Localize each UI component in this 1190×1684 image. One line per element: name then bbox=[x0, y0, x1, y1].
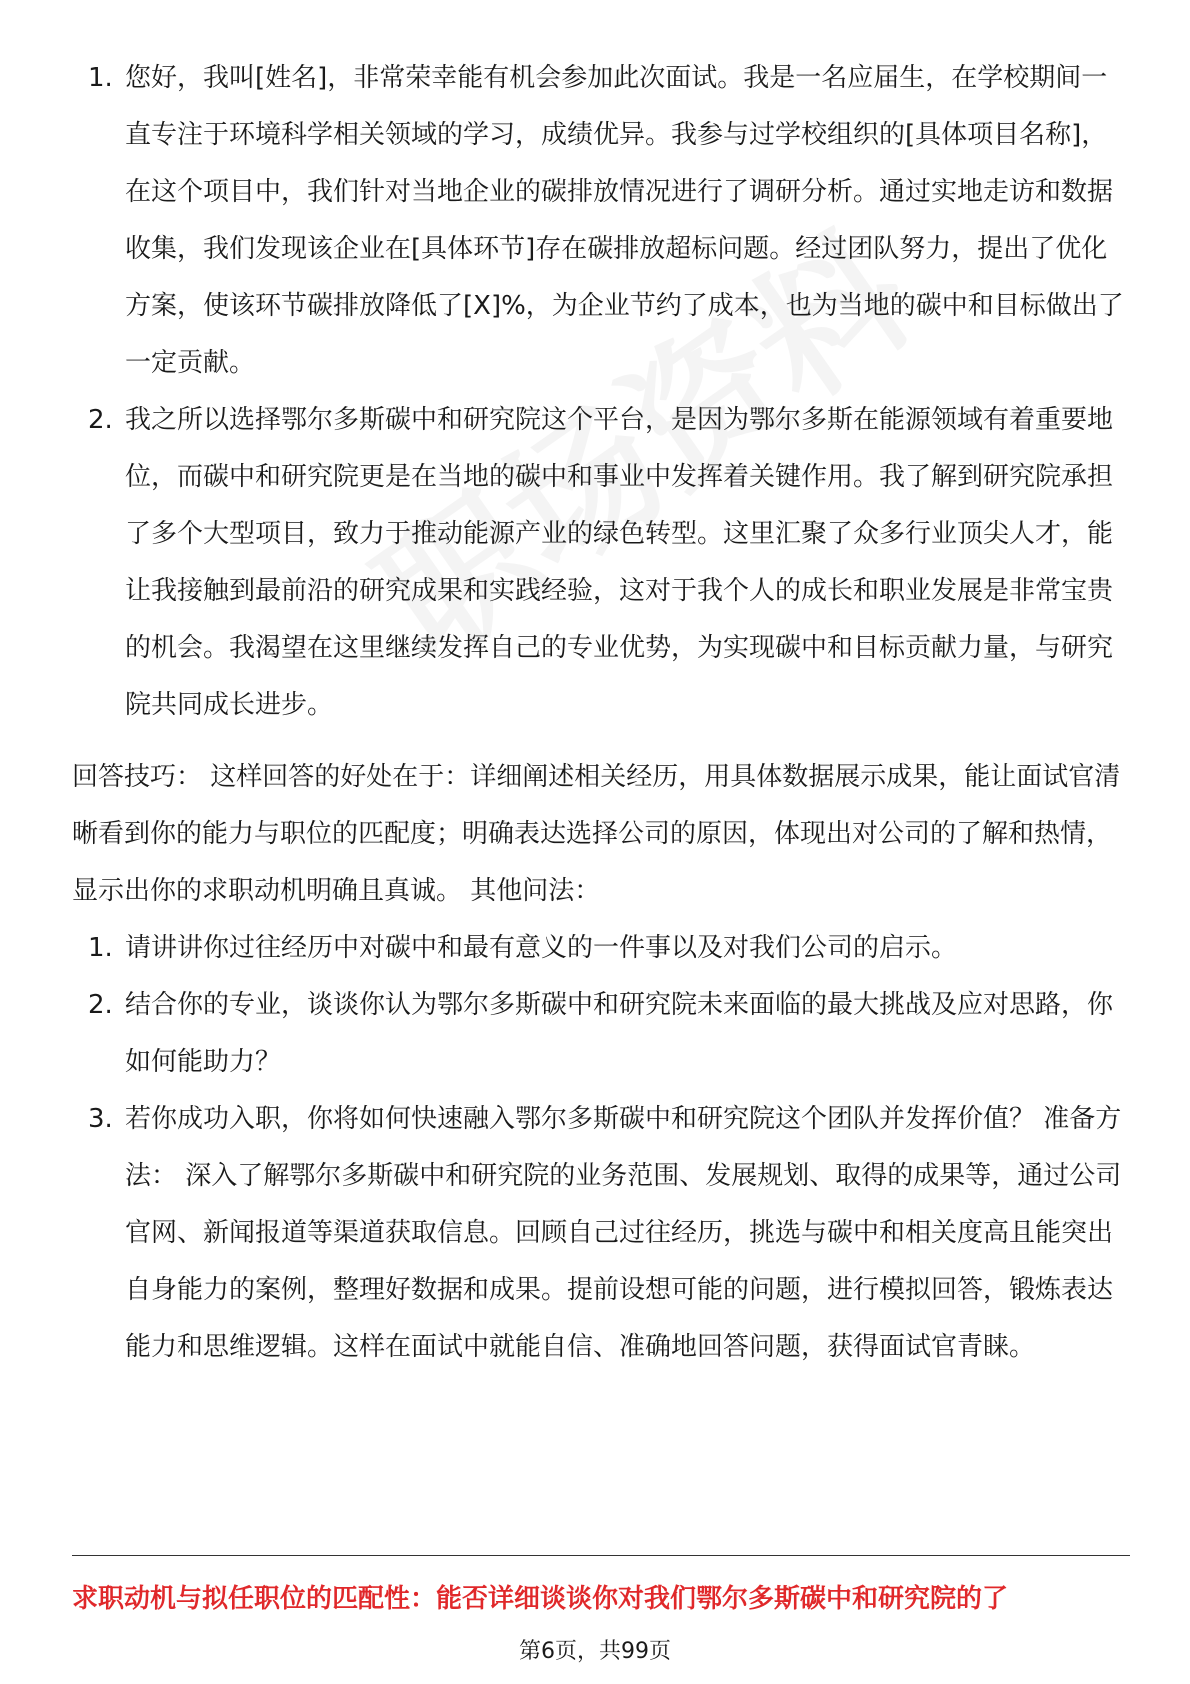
question-item bbox=[72, 1091, 1130, 1376]
question-text: 若你成功入职，你将如何快速融入鄂尔多斯碳中和研究院这个团队并发挥价值？ 准备方法： 深入了解鄂尔多斯碳中和研究院的业务范围、发展规划、取得的成果等，通过公司官网、新闻报道等渠道获取信息。回顾自己过往经历，挑选与碳中和相关度高且能突出自身能力的案例，整理好数据和成果。提前设想可能的问题，进行模拟回答，锻炼表达能力和思维逻辑。这样在面试中就能自信、准确地回答问题，获得面试官青睐。 bbox=[125, 1104, 1122, 1362]
answer-tips-paragraph: 回答技巧： 这样回答的好处在于：详细阐述相关经历，用具体数据展示成果，能让面试官清晰看到你的能力与职位的匹配度；明确表达选择公司的原因，体现出对公司的了解和热情，显示出你的求职动机明确且真诚。 其他问法： bbox=[72, 762, 1121, 906]
list-number: 1. bbox=[88, 933, 113, 963]
list-number: 2. bbox=[88, 405, 113, 435]
question-text: 请讲讲你过往经历中对碳中和最有意义的一件事以及对我们公司的启示。 bbox=[125, 933, 958, 963]
answer-item bbox=[72, 392, 1130, 734]
question-text: 结合你的专业，谈谈你认为鄂尔多斯碳中和研究院未来面临的最大挑战及应对思路，你如何能助力？ bbox=[125, 990, 1114, 1077]
list-number: 2. bbox=[88, 990, 113, 1020]
next-section-heading: 求职动机与拟任职位的匹配性：能否详细谈谈你对我们鄂尔多斯碳中和研究院的了 bbox=[72, 1584, 1009, 1614]
answer-item bbox=[72, 50, 1130, 392]
answer-text: 我之所以选择鄂尔多斯碳中和研究院这个平台，是因为鄂尔多斯在能源领域有着重要地位，而碳中和研究院更是在当地的碳中和事业中发挥着关键作用。我了解到研究院承担了多个大型项目，致力于推动能源产业的绿色转型。这里汇聚了众多行业顶尖人才，能让我接触到最前沿的研究成果和实践经验，这对于我个人的成长和职业发展是非常宝贵的机会。我渴望在这里继续发挥自己的专业优势，为实现碳中和目标贡献力量，与研究院共同成长进步。 bbox=[125, 405, 1114, 720]
answer-list bbox=[72, 50, 1130, 734]
list-number: 1. bbox=[88, 63, 113, 93]
answer-text: 您好，我叫[姓名]，非常荣幸能有机会参加此次面试。我是一名应届生，在学校期间一直专注于环境科学相关领域的学习，成绩优异。我参与过学校组织的[具体项目名称]，在这个项目中，我们针对当地企业的碳排放情况进行了调研分析。通过实地走访和数据收集，我们发现该企业在[具体环节]存在碳排放超标问题。经过团队努力，提出了优化方案，使该环节碳排放降低了[X]%，为企业节约了成本，也为当地的碳中和目标做出了一定贡献。 bbox=[125, 63, 1124, 378]
document-body bbox=[72, 50, 1130, 1376]
page-number: 第6页，共99页 bbox=[519, 1639, 671, 1664]
list-number: 3. bbox=[88, 1104, 113, 1134]
section-divider bbox=[72, 1555, 1130, 1556]
question-item bbox=[72, 920, 1130, 977]
question-item bbox=[72, 977, 1130, 1091]
alternative-questions-list bbox=[72, 920, 1130, 1376]
